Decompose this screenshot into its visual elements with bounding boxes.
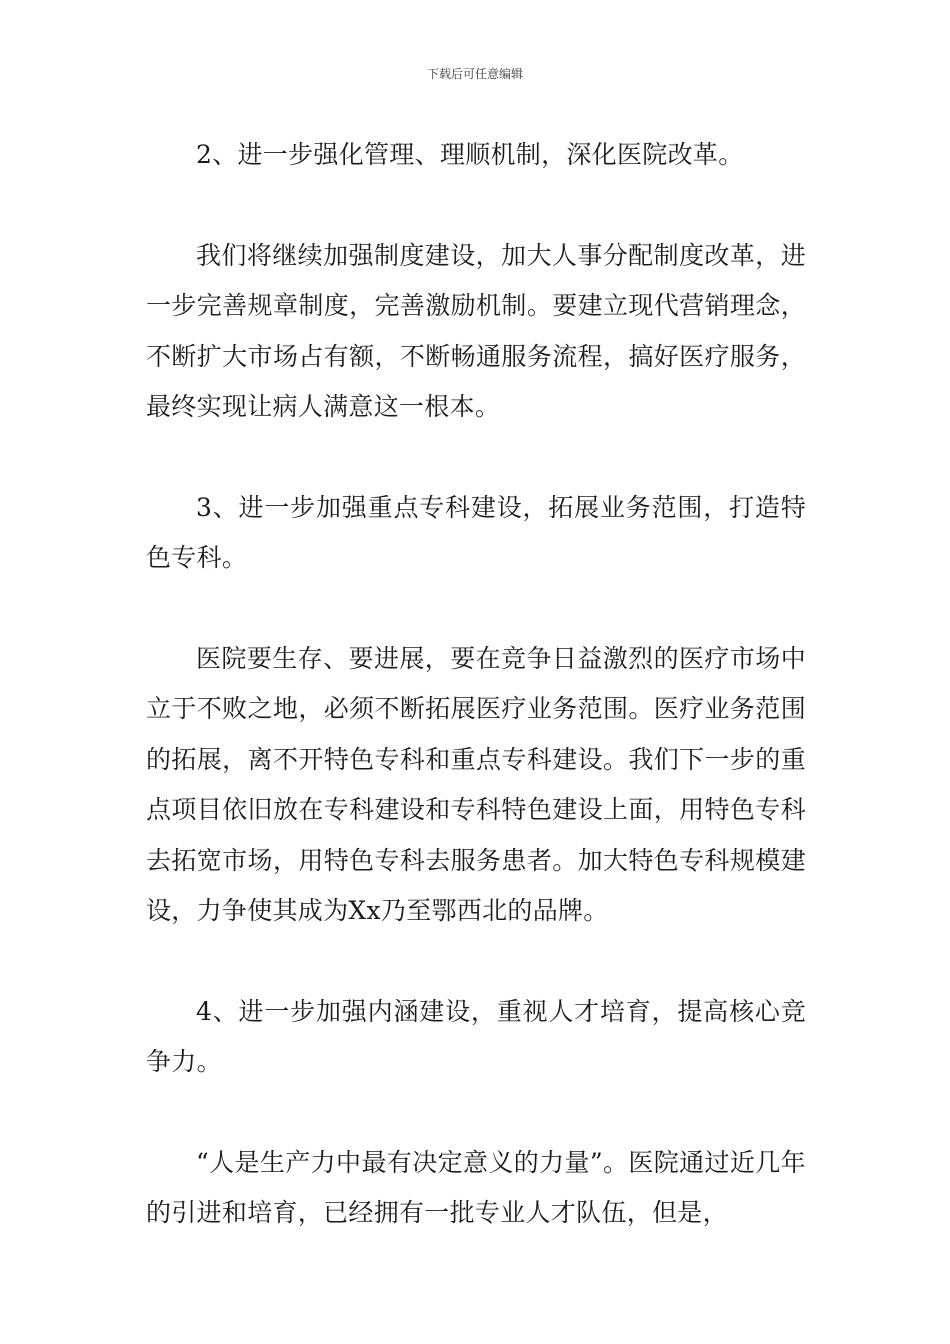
paragraph-heading-3: 3、进一步加强重点专科建设，拓展业务范围，打造特色专科。 [146, 492, 806, 572]
paragraph-body-2: 医院要生存、要进展，要在竞争日益激烈的医疗市场中立于不败之地，必须不断拓展医疗业务范围。医疗业务范围的拓展，离不开特色专科和重点专科建设。我们下一步的重点项目依旧放在专科建设和专科特色建设上面，用特色专科去拓宽市场，用特色专科去服务患者。加大特色专科规模建设，力争使其成为Xx乃至鄂西北的品牌。 [146, 643, 806, 925]
paragraph-heading-2: 2、进一步强化管理、理顺机制，深化医院改革。 [196, 140, 744, 169]
paragraph-body-1: 我们将继续加强制度建设，加大人事分配制度改革，进一步完善规章制度，完善激励机制。要建立现代营销理念，不断扩大市场占有额，不断畅通服务流程，搞好医疗服务，最终实现让病人满意这一根本。 [146, 240, 806, 421]
paragraph-heading-4: 4、进一步加强内涵建设，重视人才培育，提高核心竞争力。 [146, 996, 806, 1076]
paragraph-body-3: “人是生产力中最有决定意义的力量”。医院通过近几年的引进和培育，已经拥有一批专业人才队伍，但是， [146, 1147, 806, 1227]
page-header: 下载后可任意编辑 [426, 67, 523, 81]
document-body [146, 130, 806, 1239]
